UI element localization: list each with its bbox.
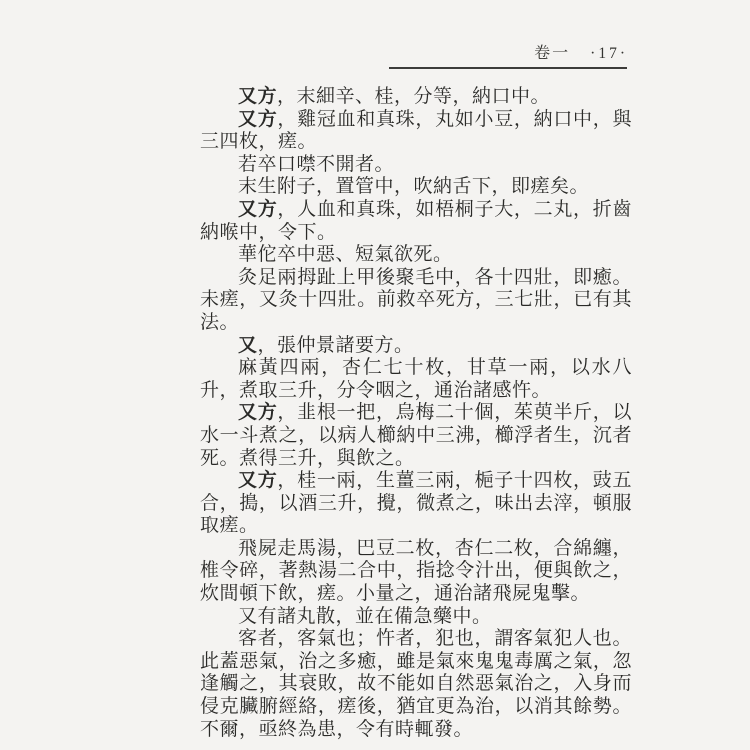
body-text xyxy=(200,86,632,741)
header-rule xyxy=(389,67,627,69)
paragraph xyxy=(200,267,632,335)
paragraph xyxy=(200,402,632,470)
paragraph xyxy=(200,154,632,177)
page-header xyxy=(534,40,628,63)
paragraph xyxy=(200,199,632,244)
paragraph-lead: 又方 xyxy=(238,470,278,492)
paragraph xyxy=(200,357,632,402)
paragraph-text: ，人血和真珠，如梧桐子大，二丸，折齒納喉中，令下。 xyxy=(200,198,632,243)
paragraph-text: 客者，客氣也；忤者，犯也，謂客氣犯人也。此蓋惡氣，治之多癒，雖是氣來鬼鬼毒厲之氣，忽逢觸之，其衰敗，故不能如自然惡氣治之，入身而侵克臟腑經絡，瘥後，猶宜更為治，以消其餘勢。不爾，亟終為患，令有時輒發。 xyxy=(200,628,632,740)
paragraph-text: ，末細辛、桂，分等，納口中。 xyxy=(277,86,551,107)
paragraph-text: ，桂一兩，生薑三兩，梔子十四枚，豉五合，搗，以酒三升，攪，微煮之，味出去滓，頓服取瘥。 xyxy=(200,470,632,537)
paragraph xyxy=(200,470,632,538)
paragraph xyxy=(200,538,632,606)
paragraph-lead: 又方 xyxy=(238,108,278,130)
paragraph-lead: 又方 xyxy=(238,198,278,220)
paragraph-text: ，韭根一把，烏梅二十個，茱萸半斤，以水一斗煮之，以病人櫛納中三沸，櫛浮者生，沉者死。煮得三升，與飲之。 xyxy=(200,402,632,469)
paragraph-text: 末生附子，置管中，吹納舌下，即瘥矣。 xyxy=(238,176,590,198)
chapter-title: 卷一 xyxy=(534,45,571,62)
paragraph xyxy=(200,606,632,629)
paragraph-text: 麻黃四兩，杏仁七十枚，甘草一兩，以水八升，煮取三升，分令咽之，通治諸感忤。 xyxy=(200,357,632,401)
paragraph xyxy=(200,109,632,154)
paragraph-lead: 又方 xyxy=(238,402,278,424)
paragraph xyxy=(200,86,632,109)
paragraph-lead: 又方 xyxy=(238,86,278,107)
paragraph-text: 又有諸丸散，並在備急藥中。 xyxy=(238,605,492,627)
paragraph xyxy=(200,335,632,358)
paragraph-text: 灸足兩拇趾上甲後聚毛中，各十四壯，即癒。未瘥，又灸十四壯。前救卒死方，三七壯，已有其法。 xyxy=(200,266,632,333)
paragraph-text: ，雞冠血和真珠，丸如小豆，納口中，與三四枚，瘥。 xyxy=(200,108,632,153)
page-number: ·17· xyxy=(590,45,628,62)
paragraph-text: 飛屍走馬湯，巴豆二枚，杏仁二枚，合綿纏，椎令碎，著熱湯二合中，指捻令汁出，便與飲之，炊間頓下飲，瘥。小量之，通治諸飛屍鬼擊。 xyxy=(200,537,632,605)
paragraph-lead: 又 xyxy=(238,334,258,356)
paragraph xyxy=(200,628,632,741)
paragraph-text: ，張仲景諸要方。 xyxy=(257,334,414,356)
paragraph xyxy=(200,176,632,199)
paragraph xyxy=(200,244,632,267)
paragraph-text: 若卒口噤不開者。 xyxy=(238,153,395,175)
paragraph-text: 華佗卒中惡、短氣欲死。 xyxy=(238,244,453,266)
